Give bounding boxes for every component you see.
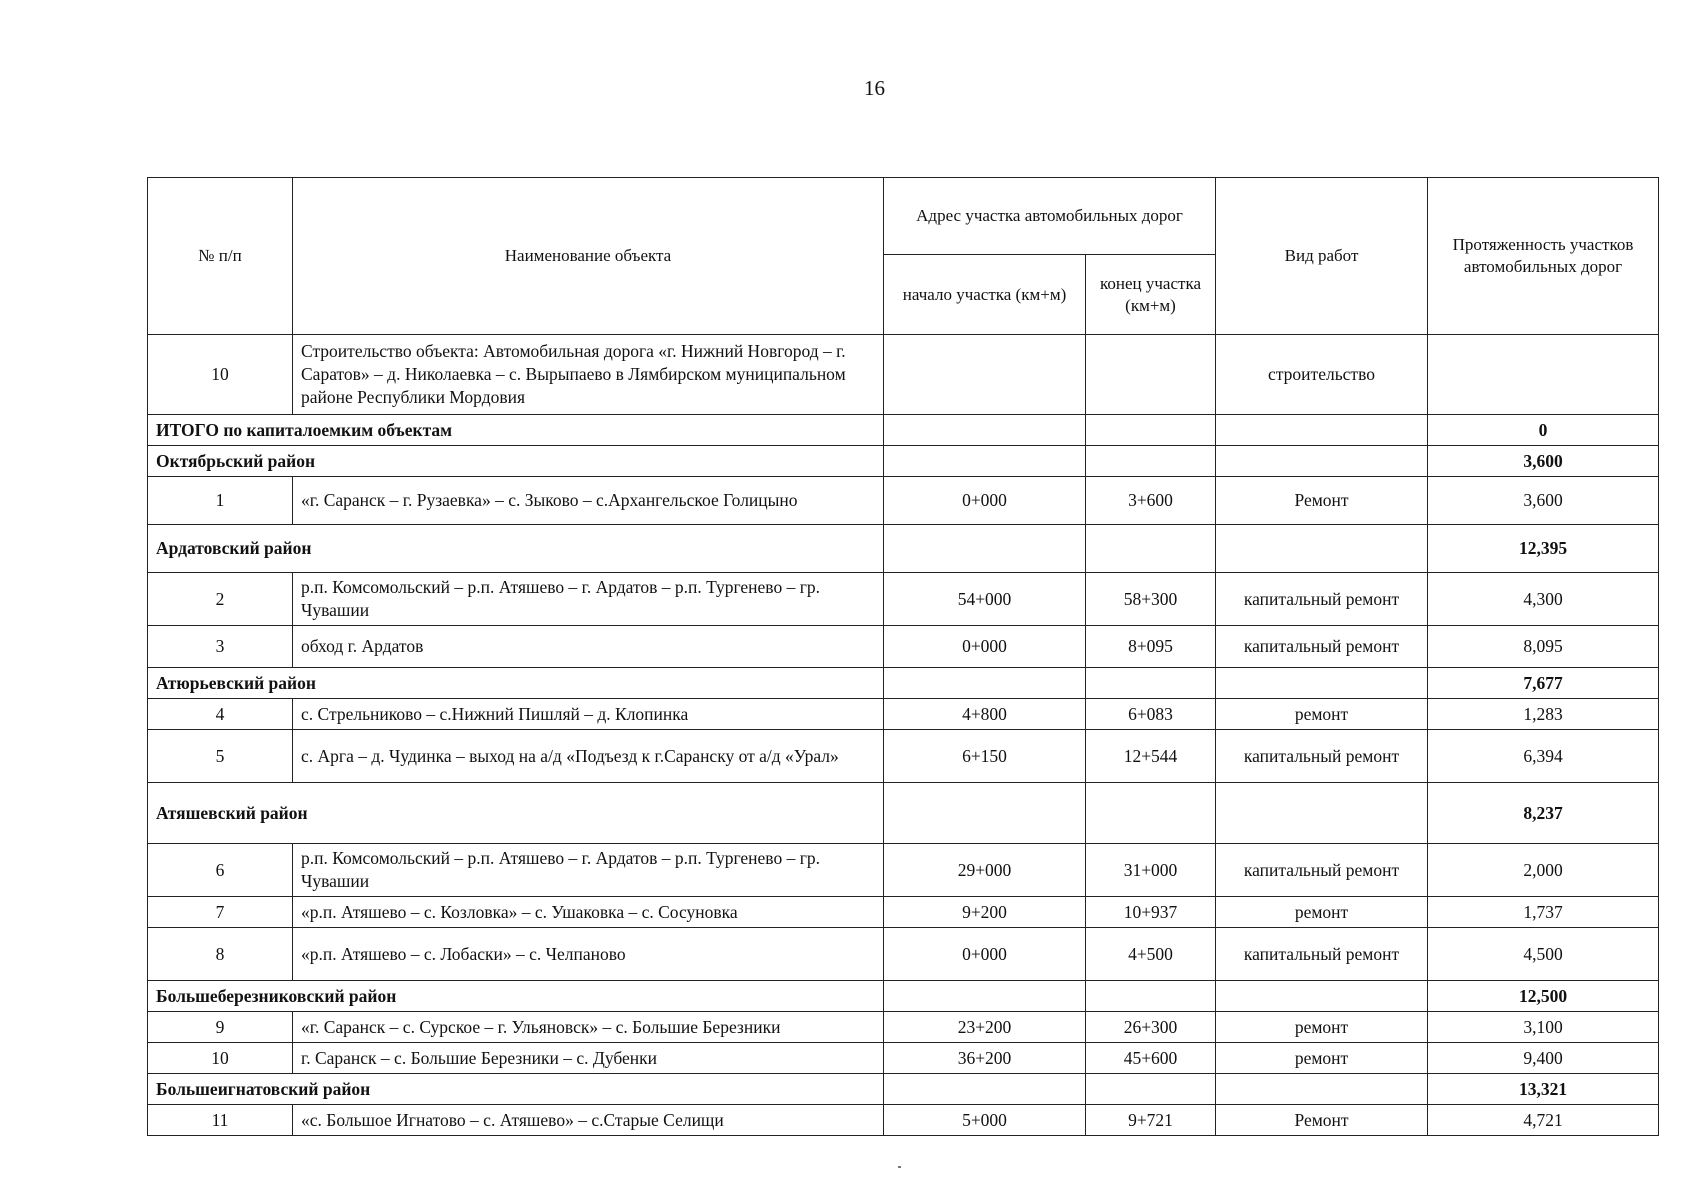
- row-name: с. Арга – д. Чудинка – выход на а/д «Подъезд к г.Саранску от а/д «Урал»: [293, 730, 884, 783]
- row-start: 23+200: [884, 1012, 1086, 1043]
- row-num: 11: [148, 1105, 293, 1136]
- table-row: [148, 573, 1659, 626]
- row-length: 2,000: [1428, 844, 1659, 897]
- section-row: [148, 525, 1659, 573]
- section-length: 3,600: [1428, 446, 1659, 477]
- empty-cell: [1086, 668, 1216, 699]
- empty-cell: [884, 525, 1086, 573]
- row-num: 10: [148, 335, 293, 415]
- header-num: № п/п: [148, 178, 293, 335]
- section-name: Октябрьский район: [148, 446, 884, 477]
- page-number: 16: [864, 76, 885, 100]
- scan-dot: [898, 1166, 901, 1168]
- row-num: 6: [148, 844, 293, 897]
- section-name: Атяшевский район: [148, 783, 884, 844]
- row-length: 3,600: [1428, 477, 1659, 525]
- header-length: Протяженность участков автомобильных дорог: [1428, 178, 1659, 335]
- row-name: «г. Саранск – г. Рузаевка» – с. Зыково – с.Архангельское Голицыно: [293, 477, 884, 525]
- empty-cell: [1216, 981, 1428, 1012]
- row-length: 4,500: [1428, 928, 1659, 981]
- row-work: ремонт: [1216, 699, 1428, 730]
- row-start: 5+000: [884, 1105, 1086, 1136]
- empty-cell: [884, 668, 1086, 699]
- row-num: 1: [148, 477, 293, 525]
- row-name: «с. Большое Игнатово – с. Атяшево» – с.Старые Селищи: [293, 1105, 884, 1136]
- section-length: 12,395: [1428, 525, 1659, 573]
- empty-cell: [884, 783, 1086, 844]
- row-num: 9: [148, 1012, 293, 1043]
- header-end: конец участка (км+м): [1086, 255, 1216, 335]
- row-name: р.п. Комсомольский – р.п. Атяшево – г. Ардатов – р.п. Тургенево – гр. Чувашии: [293, 844, 884, 897]
- row-start: 54+000: [884, 573, 1086, 626]
- section-name: ИТОГО по капиталоемким объектам: [148, 415, 884, 446]
- row-name: «г. Саранск – с. Сурское – г. Ульяновск» – с. Большие Березники: [293, 1012, 884, 1043]
- row-length: 8,095: [1428, 626, 1659, 668]
- row-start: 9+200: [884, 897, 1086, 928]
- section-length: 12,500: [1428, 981, 1659, 1012]
- table-row: [148, 335, 1659, 415]
- row-start: [884, 335, 1086, 415]
- empty-cell: [1086, 783, 1216, 844]
- row-num: 2: [148, 573, 293, 626]
- row-length: 3,100: [1428, 1012, 1659, 1043]
- row-work: Ремонт: [1216, 1105, 1428, 1136]
- row-end: 8+095: [1086, 626, 1216, 668]
- section-row: [148, 783, 1659, 844]
- row-end: 10+937: [1086, 897, 1216, 928]
- row-num: 8: [148, 928, 293, 981]
- table-body: [148, 335, 1659, 1136]
- table-row: [148, 730, 1659, 783]
- section-row: [148, 1074, 1659, 1105]
- row-start: 36+200: [884, 1043, 1086, 1074]
- row-work: ремонт: [1216, 897, 1428, 928]
- section-name: Атюрьевский район: [148, 668, 884, 699]
- row-start: 0+000: [884, 928, 1086, 981]
- section-length: 7,677: [1428, 668, 1659, 699]
- row-work: капитальный ремонт: [1216, 573, 1428, 626]
- row-end: 31+000: [1086, 844, 1216, 897]
- row-num: 10: [148, 1043, 293, 1074]
- row-end: 6+083: [1086, 699, 1216, 730]
- row-start: 6+150: [884, 730, 1086, 783]
- row-length: [1428, 335, 1659, 415]
- row-name: р.п. Комсомольский – р.п. Атяшево – г. Ардатов – р.п. Тургенево – гр. Чувашии: [293, 573, 884, 626]
- roads-table: [147, 177, 1659, 1136]
- table-header: [148, 178, 1659, 335]
- empty-cell: [884, 415, 1086, 446]
- table-row: [148, 477, 1659, 525]
- empty-cell: [1216, 446, 1428, 477]
- row-start: 0+000: [884, 477, 1086, 525]
- row-length: 1,737: [1428, 897, 1659, 928]
- empty-cell: [884, 446, 1086, 477]
- row-start: 0+000: [884, 626, 1086, 668]
- section-row: [148, 415, 1659, 446]
- row-length: 4,721: [1428, 1105, 1659, 1136]
- row-num: 7: [148, 897, 293, 928]
- table-row: [148, 928, 1659, 981]
- empty-cell: [1216, 415, 1428, 446]
- empty-cell: [884, 981, 1086, 1012]
- empty-cell: [1086, 1074, 1216, 1105]
- header-address: Адрес участка автомобильных дорог: [884, 178, 1216, 255]
- row-name: с. Стрельниково – с.Нижний Пишляй – д. Клопинка: [293, 699, 884, 730]
- row-work: капитальный ремонт: [1216, 844, 1428, 897]
- row-end: 4+500: [1086, 928, 1216, 981]
- table-row: [148, 1012, 1659, 1043]
- section-row: [148, 446, 1659, 477]
- empty-cell: [1216, 1074, 1428, 1105]
- section-name: Большеигнатовский район: [148, 1074, 884, 1105]
- row-end: 26+300: [1086, 1012, 1216, 1043]
- empty-cell: [1086, 525, 1216, 573]
- empty-cell: [884, 1074, 1086, 1105]
- row-start: 29+000: [884, 844, 1086, 897]
- row-num: 3: [148, 626, 293, 668]
- section-row: [148, 981, 1659, 1012]
- row-num: 4: [148, 699, 293, 730]
- section-length: 0: [1428, 415, 1659, 446]
- row-end: [1086, 335, 1216, 415]
- empty-cell: [1086, 415, 1216, 446]
- section-length: 8,237: [1428, 783, 1659, 844]
- row-end: 9+721: [1086, 1105, 1216, 1136]
- section-name: Ардатовский район: [148, 525, 884, 573]
- row-work: капитальный ремонт: [1216, 928, 1428, 981]
- row-length: 1,283: [1428, 699, 1659, 730]
- row-start: 4+800: [884, 699, 1086, 730]
- row-end: 3+600: [1086, 477, 1216, 525]
- row-name: «р.п. Атяшево – с. Козловка» – с. Ушаковка – с. Сосуновка: [293, 897, 884, 928]
- empty-cell: [1216, 668, 1428, 699]
- row-work: Ремонт: [1216, 477, 1428, 525]
- section-length: 13,321: [1428, 1074, 1659, 1105]
- table-row: [148, 626, 1659, 668]
- row-name: «р.п. Атяшево – с. Лобаски» – с. Челпаново: [293, 928, 884, 981]
- row-work: капитальный ремонт: [1216, 730, 1428, 783]
- empty-cell: [1086, 981, 1216, 1012]
- header-start: начало участка (км+м): [884, 255, 1086, 335]
- empty-cell: [1216, 783, 1428, 844]
- row-length: 9,400: [1428, 1043, 1659, 1074]
- row-length: 6,394: [1428, 730, 1659, 783]
- row-name: Строительство объекта: Автомобильная дорога «г. Нижний Новгород – г. Саратов» – д. Николаевка – с. Вырыпаево в Лямбирском муниципальном районе Республики Мордовия: [293, 335, 884, 415]
- table-row: [148, 1043, 1659, 1074]
- row-name: г. Саранск – с. Большие Березники – с. Дубенки: [293, 1043, 884, 1074]
- row-end: 58+300: [1086, 573, 1216, 626]
- header-name: Наименование объекта: [293, 178, 884, 335]
- table-row: [148, 844, 1659, 897]
- row-num: 5: [148, 730, 293, 783]
- row-end: 45+600: [1086, 1043, 1216, 1074]
- section-name: Большеберезниковский район: [148, 981, 884, 1012]
- row-work: ремонт: [1216, 1043, 1428, 1074]
- row-work: строительство: [1216, 335, 1428, 415]
- row-work: капитальный ремонт: [1216, 626, 1428, 668]
- row-length: 4,300: [1428, 573, 1659, 626]
- table-row: [148, 699, 1659, 730]
- table-row: [148, 897, 1659, 928]
- row-name: обход г. Ардатов: [293, 626, 884, 668]
- row-work: ремонт: [1216, 1012, 1428, 1043]
- table-row: [148, 1105, 1659, 1136]
- section-row: [148, 668, 1659, 699]
- empty-cell: [1216, 525, 1428, 573]
- row-end: 12+544: [1086, 730, 1216, 783]
- empty-cell: [1086, 446, 1216, 477]
- header-work: Вид работ: [1216, 178, 1428, 335]
